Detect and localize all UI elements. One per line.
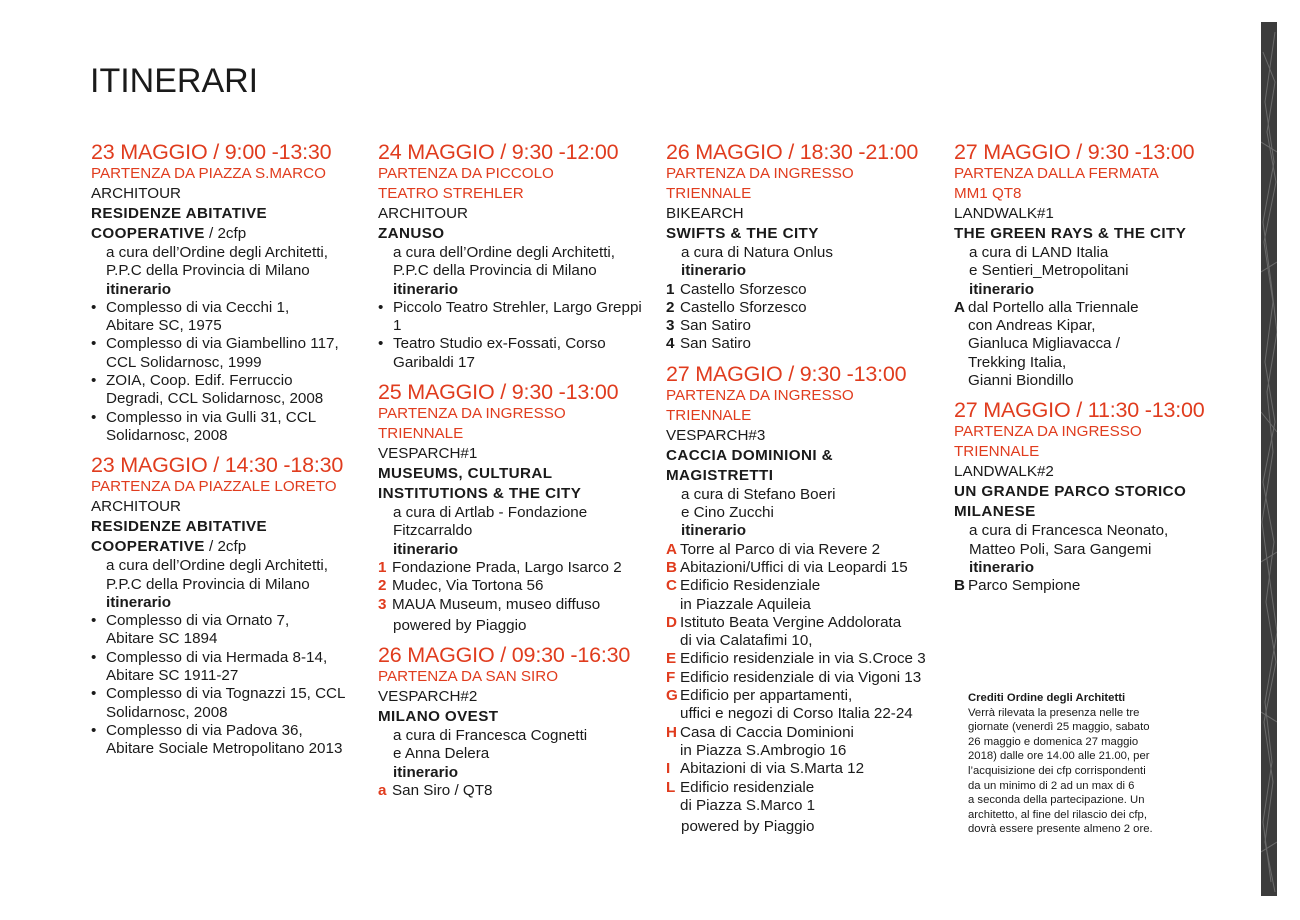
- event-block: [666, 362, 938, 837]
- event-category: ARCHITOUR: [91, 185, 182, 202]
- bullet-icon: •: [378, 335, 384, 353]
- event-block: [666, 140, 938, 354]
- stop-line: Castello Sforzesco: [680, 280, 807, 298]
- itinerary-item-line: Abitare SC 1911-27: [106, 667, 239, 685]
- event-category: LANDWALK#2: [954, 463, 1054, 481]
- itinerary-label: itinerario: [969, 558, 1034, 576]
- curator-line: a cura di Francesca Neonato,: [969, 522, 1169, 540]
- itinerary-stop: [666, 724, 938, 761]
- itinerary-stop: [666, 669, 938, 687]
- stop-line: Torre al Parco di via Revere 2: [680, 540, 881, 558]
- credits-box: [968, 691, 1168, 837]
- stop-marker: E: [666, 650, 677, 668]
- departure-point: TRIENNALE: [378, 425, 464, 443]
- stop-marker: A: [954, 298, 965, 316]
- stop-marker: B: [666, 558, 677, 576]
- itinerary-stop: [378, 596, 650, 614]
- event-title-text: THE GREEN RAYS & THE CITY: [954, 225, 1187, 242]
- stop-line: con Andreas Kipar,: [968, 317, 1096, 335]
- itinerary-item: [378, 299, 650, 336]
- itinerary-item: [378, 335, 650, 372]
- event-category: VESPARCH#2: [378, 688, 478, 706]
- cfp-credits: / 2cfp: [204, 225, 247, 242]
- itinerary-item: [91, 649, 363, 686]
- itinerary-stop: [666, 650, 938, 668]
- itinerary-item-line: Complesso di via Ornato 7,: [106, 612, 290, 630]
- curator-line: e Cino Zucchi: [681, 504, 774, 522]
- bullet-icon: •: [91, 685, 97, 703]
- event-title-text: MUSEUMS, CULTURAL: [378, 465, 553, 483]
- stop-line: in Piazza S.Ambrogio 16: [680, 741, 847, 759]
- stop-line: in Piazzale Aquileia: [680, 595, 811, 613]
- itinerary-item-line: Garibaldi 17: [393, 353, 475, 371]
- event-block: [91, 140, 363, 445]
- stop-marker: F: [666, 668, 676, 686]
- stop-line: Trekking Italia,: [968, 353, 1067, 371]
- credits-line: 2018) dalle ore 14.00 alle 21.00, per: [968, 750, 1150, 763]
- itinerary-item: [91, 612, 363, 649]
- departure-point: TRIENNALE: [954, 443, 1040, 461]
- event-block: [91, 453, 363, 758]
- departure-point: PARTENZA DA INGRESSO: [378, 405, 566, 423]
- event-title-text: RESIDENZE ABITATIVE: [91, 205, 268, 222]
- credits-line: architetto, al fine del rilascio dei cfp,: [968, 808, 1147, 821]
- stop-line: Edificio residenziale: [680, 778, 815, 796]
- credits-line: a seconda della partecipazione. Un: [968, 794, 1145, 807]
- stop-line: Castello Sforzesco: [680, 298, 807, 316]
- itinerary-stop: [666, 614, 938, 651]
- stop-line: di Piazza S.Marco 1: [680, 796, 816, 814]
- credits-line: Verrà rilevata la presenza nelle tre: [968, 706, 1140, 719]
- departure-point: PARTENZA DA PICCOLO: [378, 165, 554, 182]
- itinerary-stop: [666, 559, 938, 577]
- itinerary-item-line: Teatro Studio ex-Fossati, Corso: [393, 335, 606, 353]
- event-category: VESPARCH#3: [666, 426, 766, 444]
- stop-line: Abitazioni di via S.Marta 12: [680, 760, 865, 778]
- event-date: 27 MAGGIO / 9:30 -13:00: [954, 140, 1195, 164]
- event-block: [378, 380, 650, 635]
- stop-line: Parco Sempione: [968, 577, 1081, 595]
- event-date: 24 MAGGIO / 9:30 -12:00: [378, 140, 619, 164]
- event-title: [954, 502, 1226, 522]
- event-date: 27 MAGGIO / 9:30 -13:00: [666, 361, 907, 386]
- event-title-text: MILANO OVEST: [378, 708, 499, 726]
- event-block: [378, 140, 650, 372]
- credits-line: 26 maggio e domenica 27 maggio: [968, 735, 1139, 748]
- event-title-text: MILANESE: [954, 503, 1036, 521]
- itinerary-item: [91, 299, 363, 336]
- event-title: [666, 446, 938, 466]
- page-title: ITINERARI: [90, 62, 259, 100]
- event-title-text: MAGISTRETTI: [666, 466, 774, 484]
- departure-point: PARTENZA DA PIAZZALE LORETO: [91, 478, 337, 496]
- itinerary-stop: [378, 577, 650, 595]
- itinerary-column-2: [378, 140, 650, 808]
- stop-marker: a: [378, 782, 387, 800]
- event-title-text: RESIDENZE ABITATIVE: [91, 518, 268, 536]
- stop-line: San Satiro: [680, 335, 751, 353]
- event-date: 26 MAGGIO / 18:30 -21:00: [666, 140, 919, 164]
- bullet-icon: •: [378, 298, 384, 316]
- event-date: 26 MAGGIO / 09:30 -16:30: [378, 643, 631, 668]
- event-title-text: INSTITUTIONS & THE CITY: [378, 485, 582, 503]
- itinerary-item-line: Complesso di via Cecchi 1,: [106, 298, 290, 316]
- stop-line: MAUA Museum, museo diffuso: [392, 595, 601, 613]
- stop-marker: 2: [378, 577, 387, 595]
- event-title-text: COOPERATIVE: [91, 225, 205, 242]
- event-date: 25 MAGGIO / 9:30 -13:00: [378, 380, 619, 405]
- event-title-text: UN GRANDE PARCO STORICO: [954, 483, 1187, 501]
- curator-line: a cura di LAND Italia: [969, 244, 1109, 261]
- stop-line: Edificio residenziale di via Vigoni 13: [680, 668, 922, 686]
- itinerary-stop: [666, 299, 938, 317]
- event-title: [666, 224, 938, 244]
- event-title-text: CACCIA DOMINIONI &: [666, 446, 833, 464]
- event-date: 23 MAGGIO / 9:00 -13:30: [91, 140, 332, 164]
- credits-text: [968, 706, 1168, 837]
- curator-line: a cura dell’Ordine degli Architetti,: [106, 557, 329, 575]
- curator-line: e Sentieri_Metropolitani: [969, 262, 1129, 280]
- curator-line: P.P.C della Provincia di Milano: [106, 575, 310, 593]
- departure-point: TEATRO STREHLER: [378, 185, 524, 202]
- departure-point: PARTENZA DA INGRESSO: [666, 386, 854, 404]
- itinerary-item-line: CCL Solidarnosc, 1999: [106, 353, 262, 371]
- curator-line: P.P.C della Provincia di Milano: [106, 262, 310, 280]
- stop-line: Edificio per appartamenti,: [680, 687, 853, 705]
- event-title: [666, 466, 938, 486]
- itinerary-item-line: Abitare SC 1894: [106, 630, 218, 648]
- itinerary-label: itinerario: [393, 280, 458, 298]
- event-title: [91, 517, 363, 537]
- curator-line: e Anna Delera: [393, 745, 490, 763]
- event-category: LANDWALK#1: [954, 205, 1054, 222]
- sponsor-note: powered by Piaggio: [393, 616, 527, 634]
- itinerary-item-line: Complesso di via Tognazzi 15, CCL: [106, 685, 346, 703]
- curator-line: a cura dell’Ordine degli Architetti,: [106, 244, 329, 261]
- stop-line: uffici e negozi di Corso Italia 22-24: [680, 705, 913, 723]
- stop-line: Fondazione Prada, Largo Isarco 2: [392, 558, 622, 576]
- itinerary-stop: [954, 299, 1226, 390]
- stop-line: Gianluca Migliavacca /: [968, 335, 1120, 353]
- itinerary-label: itinerario: [106, 593, 171, 611]
- itinerary-column-3: [666, 140, 938, 844]
- itinerary-list: [378, 299, 650, 372]
- itinerary-list: [91, 612, 363, 758]
- itinerary-item-line: Complesso di via Hermada 8-14,: [106, 648, 328, 666]
- event-title-text: COOPERATIVE: [91, 538, 205, 556]
- stop-line: Casa di Caccia Dominioni: [680, 723, 854, 741]
- itinerary-item-line: Degradi, CCL Solidarnosc, 2008: [106, 390, 324, 408]
- event-category: BIKEARCH: [666, 205, 744, 222]
- itinerary-label: itinerario: [393, 763, 458, 781]
- stop-marker: C: [666, 577, 677, 595]
- event-block: [954, 398, 1226, 595]
- stop-line: di via Calatafimi 10,: [680, 632, 813, 650]
- curator-line: a cura di Stefano Boeri: [681, 485, 836, 503]
- stop-line: Edificio residenziale in via S.Croce 3: [680, 650, 926, 668]
- itinerary-stop: [666, 760, 938, 778]
- event-title: [954, 482, 1226, 502]
- itinerary-label: itinerario: [106, 280, 171, 298]
- itinerary-item: [91, 335, 363, 372]
- itinerary-stop: [954, 577, 1226, 595]
- event-category: VESPARCH#1: [378, 445, 478, 463]
- event-title: [378, 484, 650, 504]
- itinerary-item-line: ZOIA, Coop. Edif. Ferruccio: [106, 372, 293, 390]
- itinerary-item-line: Piccolo Teatro Strehler, Largo Greppi 1: [393, 298, 642, 335]
- itinerary-item-line: Complesso di via Giambellino 117,: [106, 335, 339, 353]
- event-date: 27 MAGGIO / 11:30 -13:00: [954, 398, 1205, 423]
- departure-point: PARTENZA DA INGRESSO: [954, 423, 1142, 441]
- event-title: [91, 537, 363, 557]
- stop-marker: 4: [666, 335, 675, 353]
- stop-marker: 3: [378, 595, 387, 613]
- event-category: ARCHITOUR: [378, 205, 469, 222]
- itinerary-item: [91, 685, 363, 722]
- bullet-icon: •: [91, 612, 97, 630]
- itinerary-stop: [666, 335, 938, 353]
- curator-line: a cura di Natura Onlus: [681, 244, 833, 261]
- itinerary-item: [91, 372, 363, 409]
- stop-marker: 1: [666, 280, 675, 298]
- stop-marker: A: [666, 540, 677, 558]
- credits-line: l’acquisizione dei cfp corrispondenti: [968, 764, 1146, 777]
- itinerary-stop: [666, 317, 938, 335]
- map-lines-graphic: [1261, 22, 1277, 896]
- itinerary-list: [91, 299, 363, 445]
- credits-line: da un minimo di 2 ad un max di 6: [968, 779, 1135, 792]
- stop-marker: 1: [378, 558, 387, 576]
- bullet-icon: •: [91, 721, 97, 739]
- itinerary-stop: [378, 782, 650, 800]
- map-strip-image: [1261, 22, 1277, 896]
- curator-line: a cura di Artlab - Fondazione: [393, 504, 588, 522]
- stop-marker: G: [666, 687, 678, 705]
- itinerary-stop: [666, 779, 938, 816]
- stop-marker: D: [666, 613, 677, 631]
- departure-point: TRIENNALE: [666, 406, 752, 424]
- event-title: [378, 464, 650, 484]
- itinerary-label: itinerario: [681, 262, 746, 280]
- stop-marker: 2: [666, 298, 675, 316]
- stop-line: Abitazioni/Uffici di via Leopardi 15: [680, 558, 908, 576]
- itinerary-column-1: [91, 140, 363, 767]
- itinerary-stop: [666, 281, 938, 299]
- curator-line: P.P.C della Provincia di Milano: [393, 262, 597, 280]
- bullet-icon: •: [91, 648, 97, 666]
- stop-line: Edificio Residenziale: [680, 577, 821, 595]
- departure-point: PARTENZA DALLA FERMATA: [954, 165, 1159, 182]
- itinerary-stop: [378, 559, 650, 577]
- bullet-icon: •: [91, 298, 97, 316]
- stop-line: dal Portello alla Triennale: [968, 298, 1139, 316]
- event-title: [378, 707, 650, 727]
- stop-marker: B: [954, 577, 965, 595]
- event-block: [378, 643, 650, 800]
- curator-line: Matteo Poli, Sara Gangemi: [969, 540, 1152, 558]
- credits-line: dovrà essere presente almeno 2 ore.: [968, 823, 1153, 836]
- itinerary-label: itinerario: [681, 522, 746, 540]
- stop-line: Istituto Beata Vergine Addolorata: [680, 613, 902, 631]
- itinerary-label: itinerario: [969, 280, 1034, 298]
- itinerary-column-4: [954, 140, 1226, 604]
- credits-title: Crediti Ordine degli Architetti: [968, 692, 1126, 704]
- stop-line: Gianni Biondillo: [968, 372, 1074, 390]
- itinerary-stop: [666, 577, 938, 614]
- itinerary-item: [91, 409, 363, 446]
- event-title: [91, 204, 363, 224]
- itinerary-item-line: Abitare SC, 1975: [106, 317, 222, 335]
- itinerary-item-line: Complesso di via Padova 36,: [106, 721, 303, 739]
- stop-marker: L: [666, 778, 676, 796]
- itinerary-item: [91, 722, 363, 759]
- credits-line: giornate (venerdì 25 maggio, sabato: [968, 721, 1150, 734]
- itinerary-item-line: Solidarnosc, 2008: [106, 426, 228, 444]
- cfp-credits: / 2cfp: [204, 538, 247, 556]
- stop-marker: I: [666, 760, 671, 778]
- departure-point: TRIENNALE: [666, 185, 752, 202]
- bullet-icon: •: [91, 335, 97, 353]
- stop-line: San Siro / QT8: [392, 782, 493, 800]
- event-date: 23 MAGGIO / 14:30 -18:30: [91, 453, 344, 478]
- itinerary-label: itinerario: [393, 540, 458, 558]
- event-title-text: ZANUSO: [378, 225, 445, 242]
- event-title: [954, 224, 1226, 244]
- event-title: [378, 224, 650, 244]
- event-title: [91, 224, 363, 244]
- curator-line: a cura di Francesca Cognetti: [393, 727, 588, 745]
- stop-marker: H: [666, 723, 677, 741]
- curator-line: a cura dell’Ordine degli Architetti,: [393, 244, 616, 261]
- itinerary-item-line: Complesso in via Gulli 31, CCL: [106, 408, 317, 426]
- event-category: ARCHITOUR: [91, 498, 182, 516]
- event-title-text: SWIFTS & THE CITY: [666, 225, 819, 242]
- itinerary-stop: [666, 541, 938, 559]
- stop-line: Mudec, Via Tortona 56: [392, 577, 544, 595]
- stop-marker: 3: [666, 317, 675, 335]
- stop-line: San Satiro: [680, 317, 751, 335]
- curator-line: Fitzcarraldo: [393, 522, 473, 540]
- sponsor-note: powered by Piaggio: [681, 818, 815, 836]
- itinerary-item-line: Solidarnosc, 2008: [106, 703, 228, 721]
- itinerary-item-line: Abitare Sociale Metropolitano 2013: [106, 740, 343, 758]
- departure-point: PARTENZA DA SAN SIRO: [378, 668, 559, 686]
- bullet-icon: •: [91, 372, 97, 390]
- itinerary-stop: [666, 687, 938, 724]
- departure-point: MM1 QT8: [954, 185, 1022, 202]
- departure-point: PARTENZA DA INGRESSO: [666, 165, 854, 182]
- bullet-icon: •: [91, 408, 97, 426]
- event-block: [954, 140, 1226, 390]
- departure-point: PARTENZA DA PIAZZA S.MARCO: [91, 165, 326, 182]
